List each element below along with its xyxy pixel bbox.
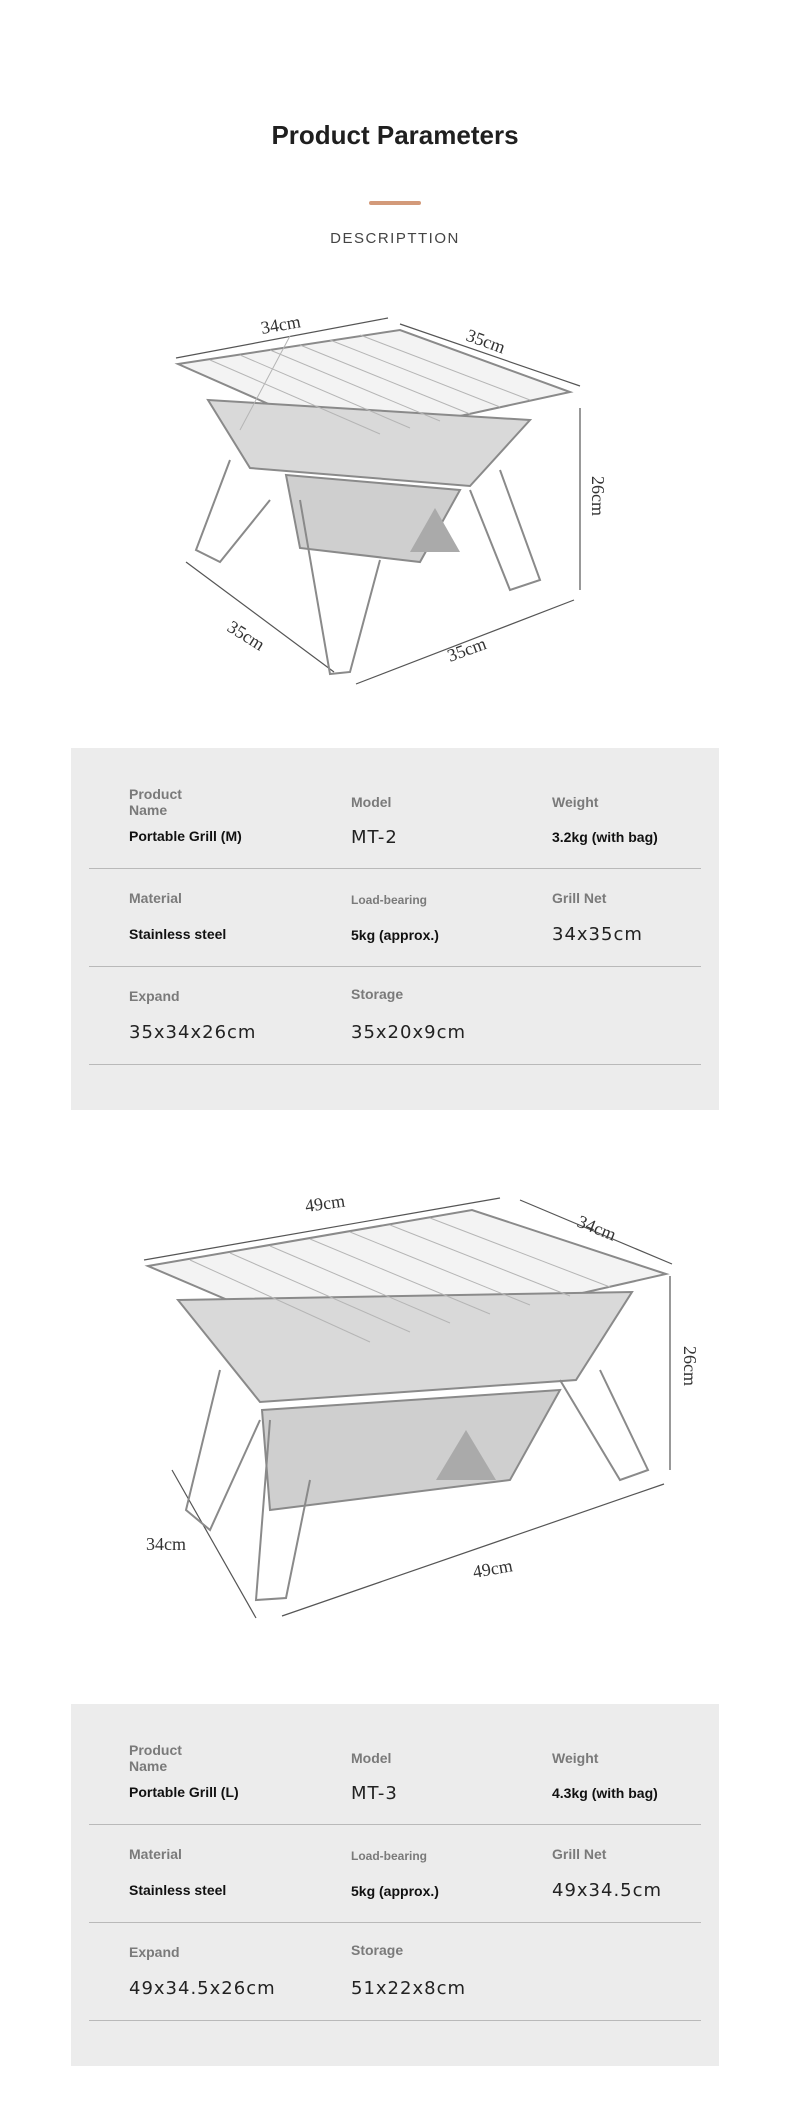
dim-label: 35cm [223,616,269,655]
grill-leg [186,1370,260,1530]
spec-label: Product Name [129,786,182,818]
grill-leg [560,1370,648,1480]
spec-label: Model [351,1750,392,1766]
spec-label: Load-bearing [351,893,428,907]
dim-label: 34cm [146,1534,186,1554]
spec-row [89,1824,701,1923]
dim-label: 26cm [588,476,608,516]
dim-label: 26cm [680,1346,700,1386]
spec-value: Stainless steel [129,926,227,942]
dim-label: 35cm [444,633,489,666]
spec-value: 35x34x26cm [129,1022,257,1043]
spec-value: 3.2kg (with bag) [552,829,658,845]
spec-value: 5kg (approx.) [351,927,439,943]
grill-leg [470,470,540,590]
dim-line [282,1484,664,1616]
spec-value: 35x20x9cm [351,1022,466,1043]
dim-label: 49cm [471,1555,515,1582]
spec-label: Expand [129,988,180,1004]
dim-line [186,562,334,672]
spec-row [89,1726,701,1825]
spec-value: Portable Grill (M) [129,828,242,844]
grill-l-illustration [0,1180,790,1640]
spec-row [89,966,701,1065]
spec-label: Storage [351,1942,404,1958]
spec-value: 49x34.5x26cm [129,1978,276,1999]
spec-row [89,770,701,869]
spec-label: Expand [129,1944,180,1960]
spec-label: Weight [552,794,599,810]
grill-m-figure [0,300,790,700]
spec-label: Weight [552,1750,599,1766]
grill-leg [196,460,270,562]
dim-label: 34cm [259,311,303,338]
title-accent-bar [369,201,421,205]
grill-m-illustration [0,300,790,700]
spec-label: Material [129,1846,182,1862]
spec-label: Grill Net [552,890,607,906]
spec-label: Product Name [129,1742,182,1774]
spec-value: 51x22x8cm [351,1978,466,1999]
grill-bowl [208,400,530,486]
spec-value: MT-3 [351,1783,398,1804]
page-title: Product Parameters [271,120,519,150]
spec-value: MT-2 [351,827,398,848]
spec-row [89,1922,701,2021]
dim-label: 34cm [574,1211,620,1245]
spec-value: 5kg (approx.) [351,1883,439,1899]
spec-label: Material [129,890,182,906]
spec-value: Stainless steel [129,1882,227,1898]
spec-value: 4.3kg (with bag) [552,1785,658,1801]
grill-l-figure [0,1180,790,1640]
spec-row [89,868,701,967]
spec-label: Storage [351,986,404,1002]
dim-label: 49cm [303,1190,347,1216]
spec-panel-l [71,1704,719,2066]
dim-label: 35cm [463,324,509,358]
spec-label: Grill Net [552,1846,607,1862]
spec-label: Load-bearing [351,1849,428,1863]
spec-value: 34x35cm [552,924,643,945]
page-subtitle: DESCRIPTTION [330,230,460,247]
spec-panel-m [71,748,719,1110]
spec-value: Portable Grill (L) [129,1784,239,1800]
spec-label: Model [351,794,392,810]
spec-value: 49x34.5cm [552,1880,663,1901]
